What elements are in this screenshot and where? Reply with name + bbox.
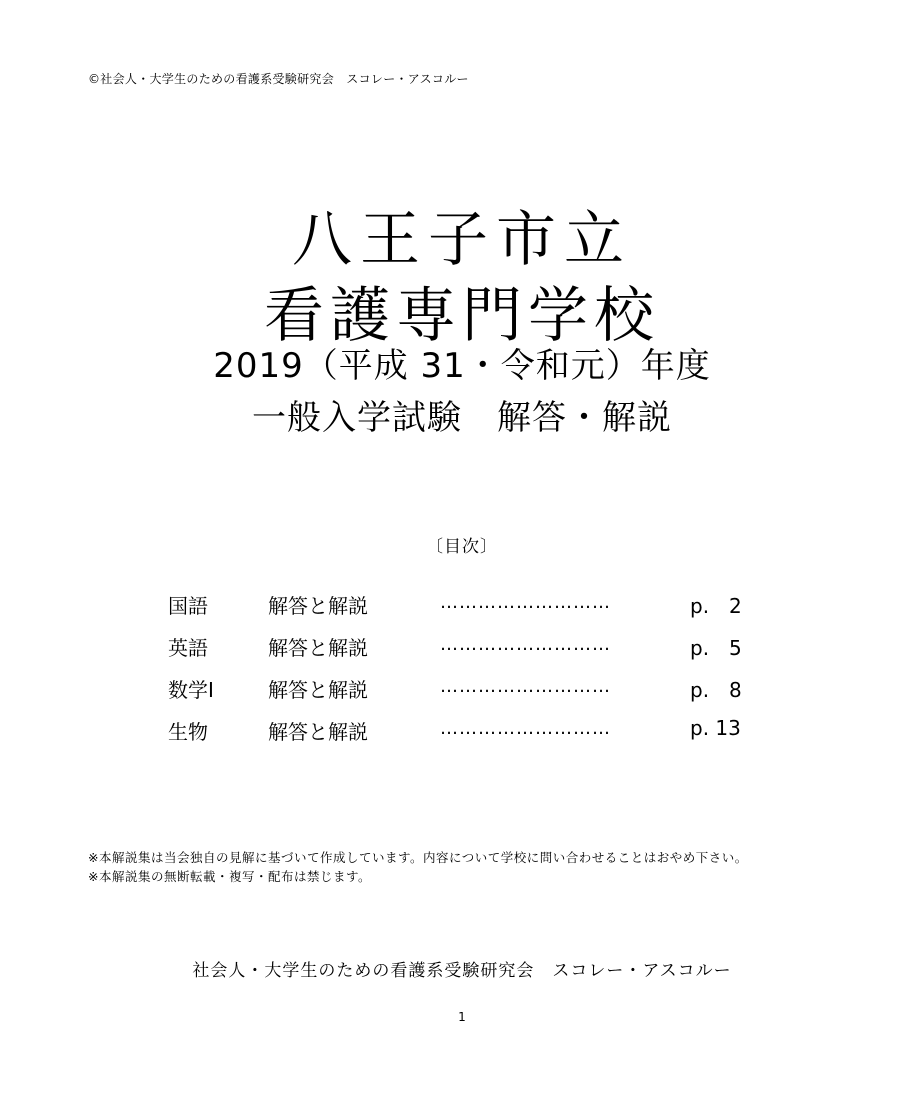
toc-subject: 英語 <box>168 636 208 660</box>
toc-page: p. 8 <box>690 678 742 702</box>
copyright-header: ©社会人・大学生のための看護系受験研究会 スコレー・アスコルー <box>88 72 469 86</box>
toc-subject: 生物 <box>168 720 208 744</box>
page-number: 1 <box>458 1010 466 1024</box>
toc-page: p. 13 <box>690 716 741 740</box>
toc-leader: ……………………… <box>440 676 611 697</box>
toc-heading: 〔目次〕 <box>426 537 498 557</box>
toc-description: 解答と解説 <box>268 594 368 618</box>
footer-organization: 社会人・大学生のための看護系受験研究会 スコレー・アスコルー <box>192 961 732 981</box>
toc-description: 解答と解説 <box>268 678 368 702</box>
toc-page: p. 5 <box>690 636 742 660</box>
exam-year: 2019（平成 31・令和元）年度 <box>213 346 711 386</box>
toc-leader: ……………………… <box>440 718 611 739</box>
exam-title: 一般入学試験 解答・解説 <box>252 398 672 438</box>
toc-row <box>0 632 924 660</box>
toc-row <box>0 590 924 618</box>
toc-page: p. 2 <box>690 594 742 618</box>
toc-leader: ……………………… <box>440 592 611 613</box>
note-inquiry: ※本解説集は当会独自の見解に基づいて作成しています。内容について学校に問い合わせることはおやめ下さい。 <box>88 850 748 865</box>
toc-description: 解答と解説 <box>268 636 368 660</box>
toc-subject: 国語 <box>168 594 208 618</box>
toc-leader: ……………………… <box>440 634 611 655</box>
toc-subject: 数学Ⅰ <box>168 678 214 702</box>
note-copyright: ※本解説集の無断転載・複写・配布は禁じます。 <box>88 869 371 884</box>
school-name-line2: 看護専門学校 <box>264 281 660 351</box>
toc-row <box>0 674 924 702</box>
toc-description: 解答と解説 <box>268 720 368 744</box>
notes-block <box>88 848 828 886</box>
school-name-line1: 八王子市立 <box>292 205 632 275</box>
toc-row <box>0 716 924 744</box>
